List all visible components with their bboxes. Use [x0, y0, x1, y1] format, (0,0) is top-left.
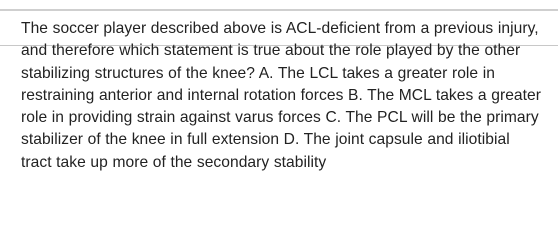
question-text: The soccer player described above is ACL-deficient from a previous injury, and therefore which statement is true about the role played by the other stabilizing structures of the knee? A. The LCL takes a greater role in restraining anterior and internal rotation forces B. The MCL takes a greater role in providing strain against varus forces C. The PCL will be the primary stabilizer of the knee in full extension D. The joint capsule and iliotibial tract take up more of the secondary stability [21, 20, 541, 171]
